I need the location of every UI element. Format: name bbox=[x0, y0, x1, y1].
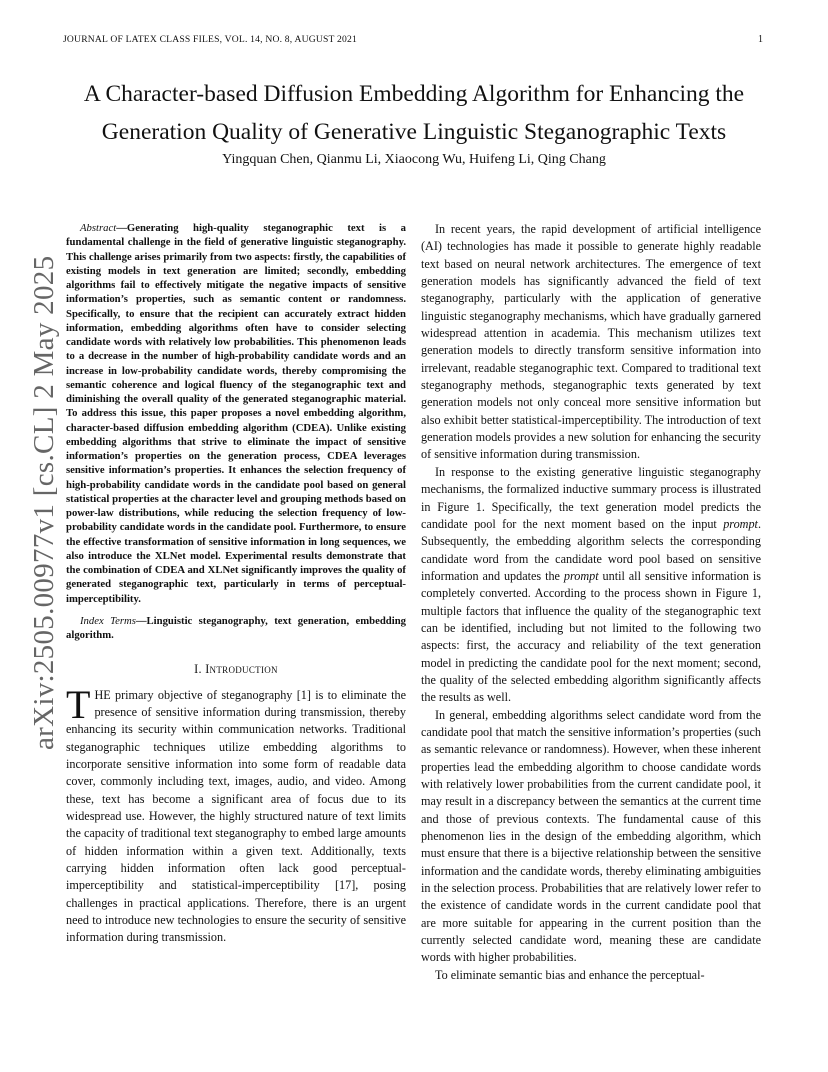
abstract bbox=[66, 221, 406, 606]
index-terms-lead: Index Terms bbox=[80, 614, 136, 627]
abstract-lead: Abstract bbox=[80, 222, 117, 234]
section-number: I. bbox=[194, 662, 202, 677]
author-list: Yingquan Chen, Qianmu Li, Xiaocong Wu, Huifeng Li, Qing Chang bbox=[222, 152, 606, 167]
intro-paragraph-3-part-b: . Subsequently, the embedding algorithm selects the corresponding candidate word from the candidate word pool based on sensitive information and updates the bbox=[421, 516, 761, 583]
right-column bbox=[421, 221, 761, 984]
running-header: JOURNAL OF LATEX CLASS FILES, VOL. 14, NO. 8, AUGUST 2021 bbox=[63, 34, 357, 45]
intro-paragraph-2: In recent years, the rapid development of artificial intelligence (AI) technologies has made it possible to generate highly readable text based on neural network architectures. The emergence of text generation models has significantly advanced the field of text steganography, particularly with the application of generative linguistic steganography mechanisms, which have gradually garnered widespread attention in academia. This mechanism utilizes text generation models to directly transform sensitive information into irrelevant, readable steganographic text. Compared to traditional text steganography methods, steganographic texts generated by text generation models not only conceal more sensitive information but also exhibit better statistical-imperceptibility. The introduction of text generation models provides a new solution for enhancing the security of sensitive information during transmission. bbox=[421, 222, 761, 462]
section-heading-introduction bbox=[66, 661, 406, 678]
intro-paragraph-5: To eliminate semantic bias and enhance the perceptual- bbox=[435, 967, 705, 982]
section-title: Introduction bbox=[205, 662, 278, 677]
intro-paragraph-4: In general, embedding algorithms select candidate word from the candidate pool that match the sensitive information’s properties (such as semantic relevance or randomness). However, when these inherent properties lead the embedding algorithm to choose candidate words with relatively lower probabilities from the current candidate pool, it may result in a discrepancy between the semantics at the current time and those of previous contexts. The fundamental cause of this phenomenon lies in the design of the embedding algorithm, which must ensure that there is a bijective relationship between the sensitive information and the candidate words, thereby eliminating ambiguities in the selection process. Probabilities that are relatively lower refer to the existence of candidate words in the current candidate pool that are more suitable for appearing in the current position than the currently selected candidate word, meaning these are candidate words with higher probabilities. bbox=[421, 707, 761, 965]
left-column bbox=[66, 221, 406, 947]
intro-paragraph-3-part-c: until all sensitive information is completely converted. According to the process shown in Figure 1, multiple factors that influence the quality of the steganographic text can be identified, including but not limited to the following two aspects: first, the accuracy and reliability of the text generation model in predicting the candidate pool for the next moment; second, the quality of the selected embedding algorithm significantly affects the results as well. bbox=[421, 568, 761, 705]
prompt-term: prompt bbox=[723, 516, 758, 531]
intro-paragraph-3-part-a: In response to the existing generative linguistic steganography mechanisms, the formalized inductive summary process is illustrated in Figure 1. Specifically, the text generation model predicts the candidate pool for the next moment based on the input bbox=[421, 464, 761, 531]
abstract-text: —Generating high-quality steganographic text is a fundamental challenge in the field of generative linguistic steganography. This challenge arises primarily from two aspects: firstly, the capabilities of existing models in text generation are limited; secondly, embedding algorithms fail to effectively mitigate the negative impacts of sensitive information’s properties, such as semantic content or randomness. Specifically, to ensure that the recipient can accurately extract hidden information, embedding algorithms often have to consider selecting candidate words with relatively low probabilities. This phenomenon leads to a decrease in the number of high-probability candidate words and an increase in low-probability candidate words, thereby compromising the semantic coherence and logical fluency of the steganographic text and diminishing the overall quality of the generated steganographic material. To address this issue, this paper proposes a novel embedding algorithm, character-based diffusion embedding algorithm (CDEA). Unlike existing embedding algorithms that strive to eliminate the impact of sensitive information’s properties on the generation process, CDEA leverages sensitive information’s properties. It enhances the selection frequency of high-probability candidate words in the candidate pool based on general statistical properties at the character level and grouping methods based on power-law distributions, while reducing the selection frequency of low-probability candidate words in the candidate pool. Furthermore, to ensure the effective transformation of sensitive information in long sequences, we also introduce the XLNet model. Experimental results demonstrate that the combination of CDEA and XLNet significantly improves the quality of generated steganographic text, particularly in terms of perceptual-imperceptibility. bbox=[66, 222, 406, 605]
index-terms-text: —Linguistic steganography, text generation, embedding algorithm. bbox=[66, 614, 406, 641]
drop-cap: T bbox=[66, 681, 91, 727]
prompt-term: prompt bbox=[563, 568, 599, 583]
intro-paragraph-1 bbox=[66, 681, 406, 947]
arxiv-side-stamp: arXiv:2505.00977v1 [cs.CL] 2 May 2025 bbox=[28, 255, 60, 750]
index-terms bbox=[66, 614, 406, 643]
intro-paragraph-3 bbox=[421, 464, 761, 707]
page-number: 1 bbox=[758, 34, 763, 45]
intro-paragraph-1-text: HE primary objective of steganography [1] is to eliminate the presence of sensitive information during transmission, thereby enhancing its security within communication networks. Traditional steganographic techniques utilize embedding algorithms to incorporate sensitive information into some form of readable data cover, commonly including text, images, audio, and video. Among these, text has become a significant area of focus due to its widespread use. However, the highly structured nature of text limits the capacity of traditional text steganography to embed large amounts of hidden information within a given text. Additionally, texts carrying hidden information often lack good perceptual-imperceptibility and statistical-imperceptibility [17], posing challenges in practical applications. Therefore, there is an urgent need to introduce new technologies to ensure the security of sensitive information during transmission. bbox=[66, 687, 406, 945]
paper-title: A Character-based Diffusion Embedding Algorithm for Enhancing the Generation Quality of Generative Linguistic Steganographic Texts bbox=[83, 81, 745, 145]
